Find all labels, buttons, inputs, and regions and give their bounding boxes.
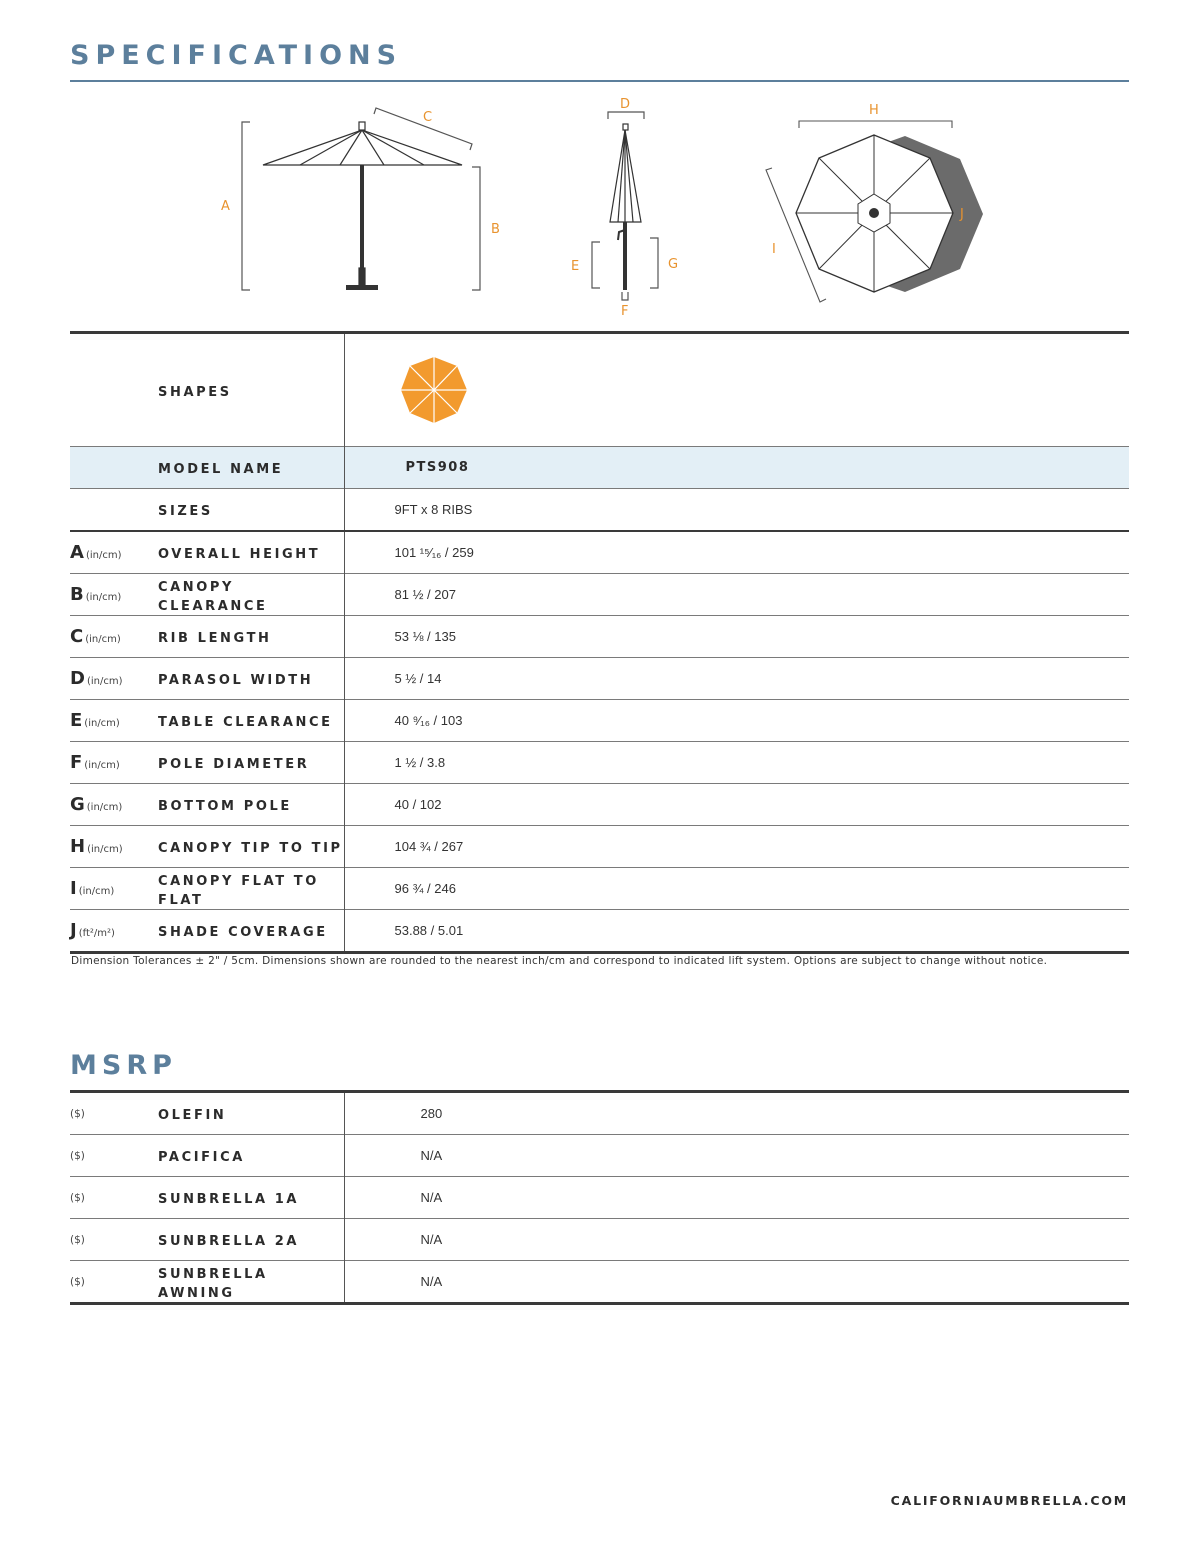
spec-row: [70, 910, 1129, 953]
dimension-label: POLE DIAMETER: [158, 757, 310, 772]
dimension-value: 101 ¹⁵⁄₁₆ / 259: [344, 531, 1129, 574]
fabric-label: PACIFICA: [158, 1150, 245, 1165]
dimension-letter: F: [70, 752, 83, 773]
open-umbrella-side-view: [242, 108, 480, 290]
dimension-letter: B: [70, 584, 84, 605]
currency-label: ($): [70, 1219, 158, 1261]
dimension-label: CANOPY FLAT TO FLAT: [158, 873, 319, 908]
title-divider: [70, 80, 1129, 82]
diagram-label-d: D: [620, 97, 631, 112]
dimension-unit: (in/cm): [85, 592, 122, 603]
dimension-value: 40 / 102: [344, 784, 1129, 826]
msrp-row: [70, 1177, 1129, 1219]
dimension-letter: J: [70, 920, 77, 941]
fabric-label: OLEFIN: [158, 1108, 227, 1123]
dimension-value: 81 ½ / 207: [344, 574, 1129, 616]
spec-row: [70, 658, 1129, 700]
price-value: 280: [420, 1106, 443, 1121]
dimension-diagrams: [0, 90, 1200, 320]
diagram-label-b: B: [491, 222, 500, 237]
dimension-label: BOTTOM POLE: [158, 799, 292, 814]
dimension-label: TABLE CLEARANCE: [158, 715, 333, 730]
umbrella-diagram-svg: [0, 90, 1200, 320]
spec-row: [70, 784, 1129, 826]
fabric-label: SUNBRELLA 2A: [158, 1234, 300, 1249]
dimension-label: SHADE COVERAGE: [158, 925, 328, 940]
currency-label: ($): [70, 1107, 85, 1120]
spec-row: [70, 826, 1129, 868]
sizes-value: 9FT x 8 RIBS: [344, 489, 1129, 532]
spec-row: [70, 700, 1129, 742]
fabric-label: SUNBRELLA AWNING: [158, 1266, 268, 1301]
diagram-label-a: A: [221, 199, 230, 214]
dimension-value: 40 ⁹⁄₁₆ / 103: [344, 700, 1129, 742]
dimension-unit: (in/cm): [84, 760, 120, 771]
sizes-row: [70, 489, 1129, 532]
model-name-row: [70, 447, 1129, 489]
msrp-title: MSRP: [70, 1050, 177, 1081]
fabric-label: SUNBRELLA 1A: [158, 1192, 300, 1207]
dimension-unit: (in/cm): [86, 802, 123, 813]
diagram-label-f: F: [621, 304, 629, 319]
spec-row: [70, 868, 1129, 910]
dimension-unit: (in/cm): [85, 550, 122, 561]
tolerance-note: Dimension Tolerances ± 2" / 5cm. Dimensions shown are rounded to the nearest inch/cm and correspond to indicated lift system. Options are subject to change without notice.: [71, 955, 1048, 967]
diagram-label-g: G: [668, 257, 679, 272]
dimension-value: 104 ¾ / 267: [344, 826, 1129, 868]
octagon-umbrella-icon: [399, 355, 469, 425]
dimension-label: PARASOL WIDTH: [158, 673, 314, 688]
spec-row: [70, 616, 1129, 658]
dimension-label: CANOPY CLEARANCE: [158, 579, 268, 614]
umbrella-top-view: [766, 121, 983, 302]
price-value: N/A: [344, 1261, 1129, 1304]
specifications-table: [70, 331, 1129, 954]
currency-label: ($): [70, 1135, 158, 1177]
dimension-value: 1 ½ / 3.8: [344, 742, 1129, 784]
model-name-label: MODEL NAME: [158, 462, 284, 477]
dimension-unit: (in/cm): [85, 634, 121, 645]
shapes-row: [70, 333, 1129, 447]
dimension-letter: G: [70, 794, 85, 815]
model-name-value: PTS908: [344, 447, 1129, 489]
dimension-unit: (ft²/m²): [78, 928, 115, 939]
shapes-label: SHAPES: [158, 384, 232, 400]
currency-label: ($): [70, 1261, 158, 1304]
dimension-letter: C: [70, 626, 84, 647]
dimension-letter: A: [70, 542, 84, 563]
diagram-label-e: E: [571, 259, 580, 274]
msrp-table: [70, 1090, 1129, 1305]
price-value: N/A: [344, 1135, 1129, 1177]
spec-row: [70, 574, 1129, 616]
specifications-title: SPECIFICATIONS: [70, 40, 403, 71]
msrp-row: [70, 1219, 1129, 1261]
diagram-label-h: H: [869, 103, 879, 118]
spec-row: [70, 742, 1129, 784]
dimension-letter: E: [70, 710, 83, 731]
spec-row: [70, 531, 1129, 574]
diagram-label-c: C: [423, 110, 433, 125]
sizes-label: SIZES: [158, 504, 213, 519]
dimension-value: 96 ¾ / 246: [344, 868, 1129, 910]
dimension-label: RIB LENGTH: [158, 631, 272, 646]
dimension-unit: (in/cm): [78, 886, 115, 897]
dimension-value: 53 ⅛ / 135: [344, 616, 1129, 658]
msrp-row: [70, 1092, 1129, 1135]
dimension-letter: H: [70, 836, 86, 857]
dimension-unit: (in/cm): [86, 676, 123, 687]
diagram-label-i: I: [772, 242, 776, 257]
msrp-row: [70, 1261, 1129, 1304]
dimension-value: 53.88 / 5.01: [344, 910, 1129, 953]
dimension-unit: (in/cm): [87, 844, 123, 855]
dimension-letter: D: [70, 668, 85, 689]
dimension-unit: (in/cm): [84, 718, 120, 729]
website-url: CALIFORNIAUMBRELLA.COM: [890, 1493, 1128, 1508]
dimension-label: OVERALL HEIGHT: [158, 547, 321, 562]
currency-label: ($): [70, 1177, 158, 1219]
price-value: N/A: [344, 1219, 1129, 1261]
closed-umbrella-view: [592, 112, 658, 300]
dimension-letter: I: [70, 878, 77, 899]
dimension-value: 5 ½ / 14: [344, 658, 1129, 700]
dimension-label: CANOPY TIP TO TIP: [158, 841, 343, 856]
msrp-row: [70, 1135, 1129, 1177]
price-value: N/A: [344, 1177, 1129, 1219]
diagram-label-j: J: [960, 207, 964, 222]
